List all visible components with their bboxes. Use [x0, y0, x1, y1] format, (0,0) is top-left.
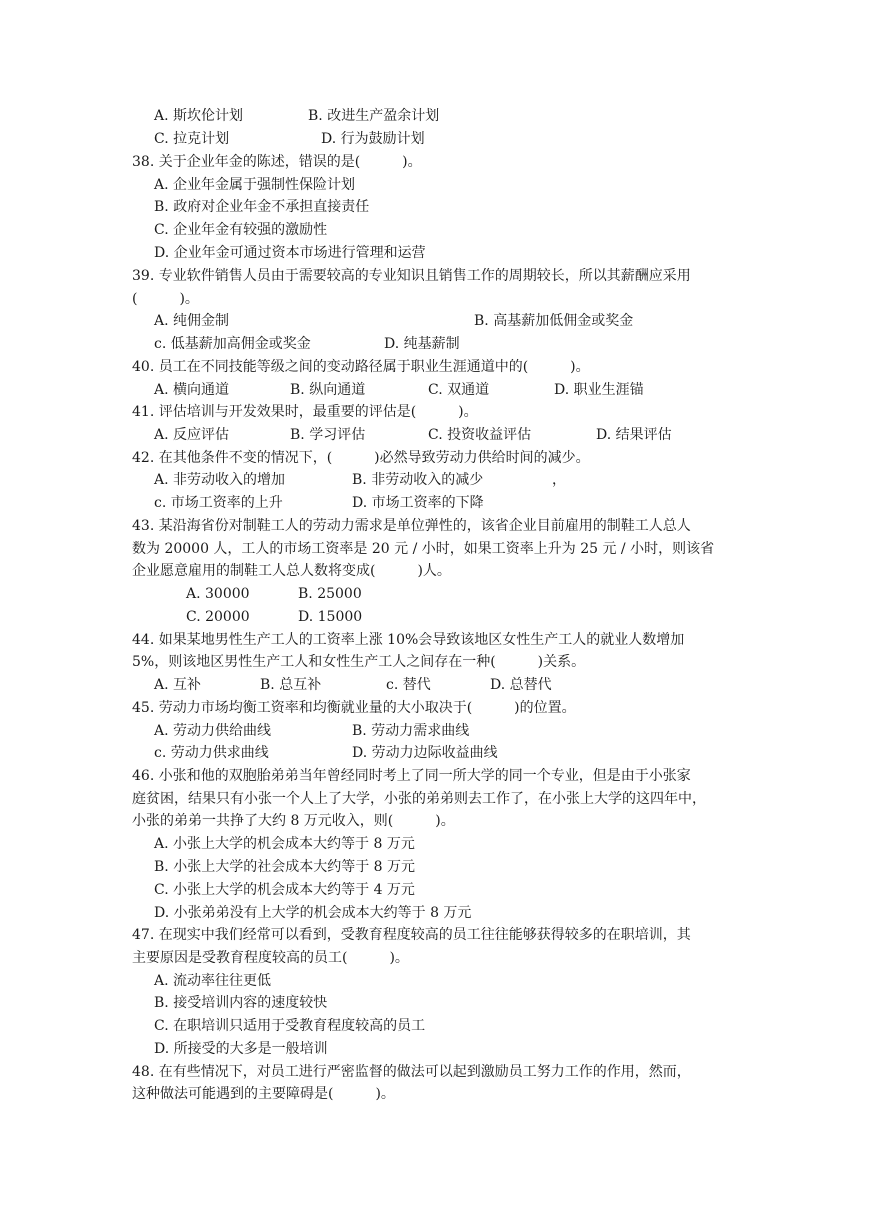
q48-stem-line1: 48. 在有些情况下，对员工进行严密监督的做法可以起到激励员工努力工作的作用，然而， — [132, 1064, 691, 1080]
q38-stem: 38. 关于企业年金的陈述，错误的是( )。 — [132, 154, 422, 170]
q41-option-b: B. 学习评估 — [290, 427, 366, 443]
q42-option-b: B. 非劳动收入的减少 — [352, 472, 484, 488]
q39-option-d: D. 纯基薪制 — [384, 336, 460, 352]
q37-option-c: C. 拉克计划 — [154, 131, 230, 147]
q42-option-a: A. 非劳动收入的增加 — [154, 472, 286, 488]
q42-option-c: c. 市场工资率的上升 — [154, 495, 283, 511]
q46-option-a: A. 小张上大学的机会成本大约等于 8 万元 — [154, 836, 415, 852]
q45-option-a: A. 劳动力供给曲线 — [154, 723, 272, 739]
q43-option-c: C. 20000 — [186, 609, 250, 625]
q38-option-b: B. 政府对企业年金不承担直接责任 — [154, 199, 370, 215]
q47-option-a: A. 流动率往往更低 — [154, 973, 272, 989]
q48-stem-line2: 这种做法可能遇到的主要障碍是( )。 — [132, 1086, 395, 1102]
q40-option-d: D. 职业生涯锚 — [554, 382, 644, 398]
q39-stem-line2: ( )。 — [132, 291, 199, 307]
q40-option-a: A. 横向通道 — [154, 382, 230, 398]
q39-option-a: A. 纯佣金制 — [154, 313, 230, 329]
q47-stem-line1: 47. 在现实中我们经常可以看到，受教育程度较高的员工往往能够获得较多的在职培训，其 — [132, 927, 691, 943]
q42-stem: 42. 在其他条件不变的情况下，( )必然导致劳动力供给时间的减少。 — [132, 450, 590, 466]
q41-option-c: C. 投资收益评估 — [428, 427, 532, 443]
q37-option-a: A. 斯坎伦计划 — [154, 108, 244, 124]
q44-option-c: c. 替代 — [386, 677, 431, 693]
q45-option-c: c. 劳动力供求曲线 — [154, 745, 269, 761]
q43-option-a: A. 30000 — [186, 586, 250, 602]
q46-stem-line1: 46. 小张和他的双胞胎弟弟当年曾经同时考上了同一所大学的同一个专业，但是由于小张家 — [132, 768, 691, 784]
q45-option-d: D. 劳动力边际收益曲线 — [352, 745, 498, 761]
q41-stem: 41. 评估培训与开发效果时，最重要的评估是( )。 — [132, 404, 478, 420]
q45-option-b: B. 劳动力需求曲线 — [352, 723, 470, 739]
q37-option-b: B. 改进生产盈余计划 — [308, 108, 440, 124]
q47-option-b: B. 接受培训内容的速度较快 — [154, 995, 328, 1011]
q46-option-c: C. 小张上大学的机会成本大约等于 4 万元 — [154, 882, 415, 898]
q40-option-c: C. 双通道 — [428, 382, 490, 398]
q43-stem-line2: 数为 20000 人，工人的市场工资率是 20 元 / 小时，如果工资率上升为 25 元 / 小时，则该省 — [132, 541, 715, 557]
q42-option-d: D. 市场工资率的下降 — [352, 495, 484, 511]
q45-stem: 45. 劳动力市场均衡工资率和均衡就业量的大小取决于( )的位置。 — [132, 700, 576, 716]
q39-stem-line1: 39. 专业软件销售人员由于需要较高的专业知识且销售工作的周期较长，所以其薪酬应采用 — [132, 268, 691, 284]
q40-option-b: B. 纵向通道 — [290, 382, 366, 398]
q46-option-b: B. 小张上大学的社会成本大约等于 8 万元 — [154, 859, 415, 875]
q39-option-b: B. 高基薪加低佣金或奖金 — [474, 313, 634, 329]
q38-option-a: A. 企业年金属于强制性保险计划 — [154, 177, 356, 193]
q37-option-d: D. 行为鼓励计划 — [321, 131, 425, 147]
q44-stem-line1: 44. 如果某地男性生产工人的工资率上涨 10%会导致该地区女性生产工人的就业人数增加 — [132, 632, 685, 648]
q46-option-d: D. 小张弟弟没有上大学的机会成本大约等于 8 万元 — [154, 905, 472, 921]
q43-option-d: D. 15000 — [298, 609, 363, 625]
q42-stray-comma: ， — [552, 472, 566, 488]
q43-stem-line3: 企业愿意雇用的制鞋工人总人数将变成( )人。 — [132, 563, 451, 579]
q47-option-d: D. 所接受的大多是一般培训 — [154, 1041, 328, 1057]
q41-option-d: D. 结果评估 — [596, 427, 672, 443]
q40-stem: 40. 员工在不同技能等级之间的变动路径属于职业生涯通道中的( )。 — [132, 359, 590, 375]
q46-stem-line2: 庭贫困，结果只有小张一个人上了大学，小张的弟弟则去工作了，在小张上大学的这四年中， — [132, 791, 706, 807]
q44-option-b: B. 总互补 — [260, 677, 322, 693]
q43-option-b: B. 25000 — [298, 586, 362, 602]
q38-option-c: C. 企业年金有较强的激励性 — [154, 222, 328, 238]
q44-stem-line2: 5%，则该地区男性生产工人和女性生产工人之间存在一种( )关系。 — [132, 654, 586, 670]
q46-stem-line3: 小张的弟弟一共挣了大约 8 万元收入，则( )。 — [132, 813, 455, 829]
q39-option-c: c. 低基薪加高佣金或奖金 — [154, 336, 311, 352]
q44-option-a: A. 互补 — [154, 677, 202, 693]
q44-option-d: D. 总替代 — [490, 677, 552, 693]
q41-option-a: A. 反应评估 — [154, 427, 230, 443]
q38-option-d: D. 企业年金可通过资本市场进行管理和运营 — [154, 245, 426, 261]
q47-stem-line2: 主要原因是受教育程度较高的员工( )。 — [132, 950, 409, 966]
q43-stem-line1: 43. 某沿海省份对制鞋工人的劳动力需求是单位弹性的，该省企业目前雇用的制鞋工人总人 — [132, 518, 691, 534]
q47-option-c: C. 在职培训只适用于受教育程度较高的员工 — [154, 1018, 426, 1034]
